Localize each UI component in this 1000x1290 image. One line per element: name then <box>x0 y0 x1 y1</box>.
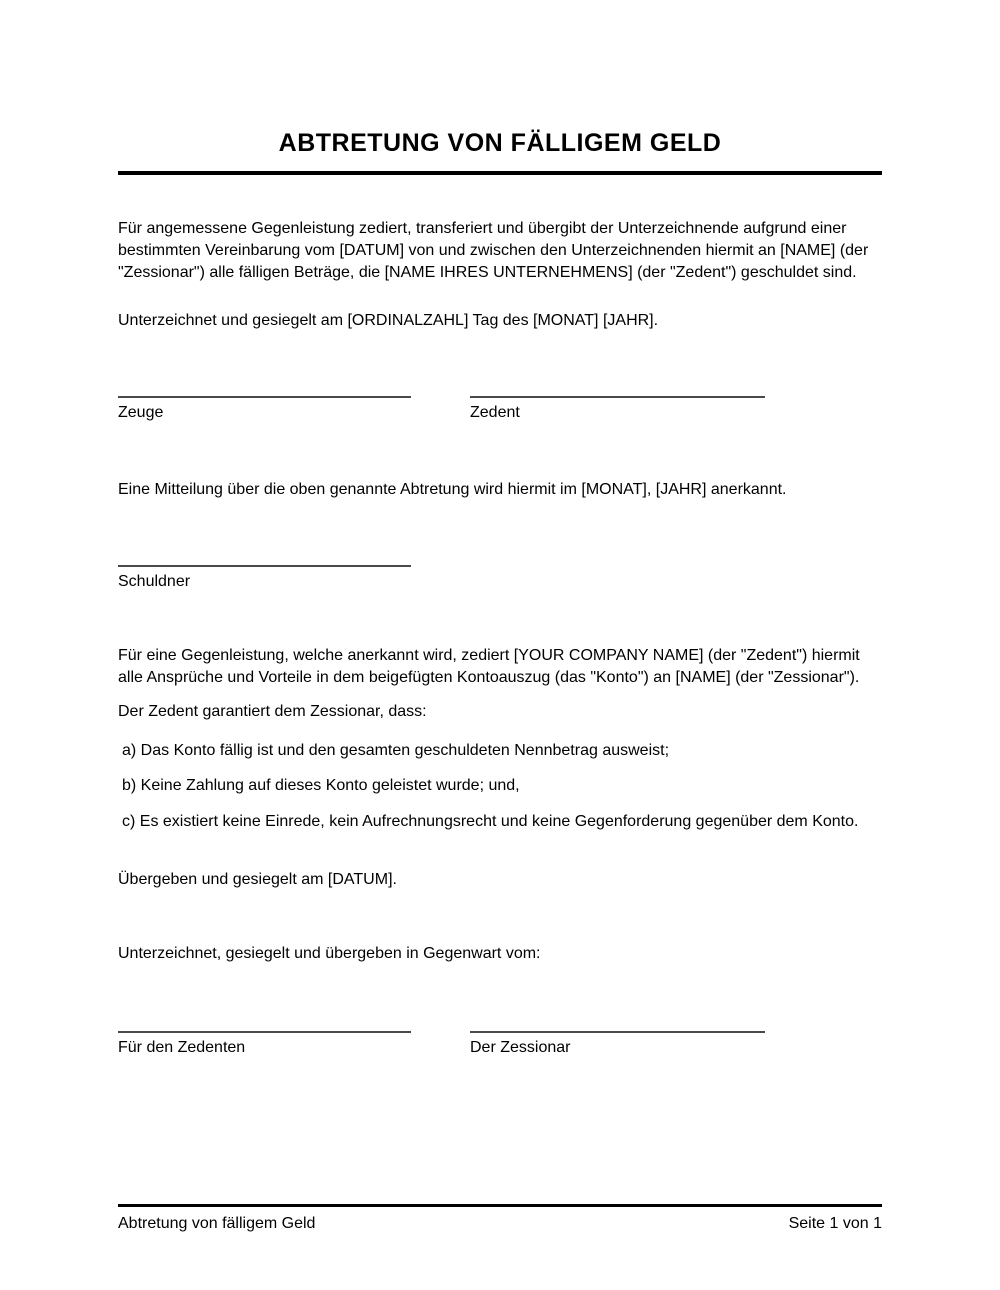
document-title: ABTRETUNG VON FÄLLIGEM GELD <box>278 129 722 157</box>
footer-page-number: Seite 1 von 1 <box>788 1215 882 1232</box>
signature-block-debtor <box>118 565 411 593</box>
signature-line-witness <box>118 396 411 398</box>
warranty-item-c: c) Es existiert keine Einrede, kein Aufrechnungsrecht und keine Gegenforderung gegenüber dem Konto. <box>122 813 859 830</box>
signature-label-witness: Zeuge <box>118 404 164 421</box>
witness-line: Unterzeichnet, gesiegelt und übergeben in Gegenwart vom: <box>118 945 541 962</box>
notice-paragraph: Eine Mitteilung über die oben genannte Abtretung wird hiermit im [MONAT], [JAHR] anerkannt. <box>118 481 787 498</box>
warranty-item-b: b) Keine Zahlung auf dieses Konto geleistet wurde; und, <box>122 777 520 794</box>
signature-label-debtor: Schuldner <box>118 573 191 590</box>
signature-label-assignor: Zedent <box>470 404 520 421</box>
intro-paragraph: Für angemessene Gegenleistung zediert, transferiert und übergibt der Unterzeichnende aufgrund einer bestimmten Vereinbarung vom [DATUM] von und zwischen den Unterzeichnenden hiermit an [NAME] (der "Zessionar") alle fälligen Beträge, die [NAME IHRES UNTERNEHMENS] (der "Zedent") geschuldet sind. <box>118 220 869 281</box>
delivered-line: Übergeben und gesiegelt am [DATUM]. <box>118 871 397 888</box>
warranty-list <box>118 740 882 833</box>
signed-sealed-line: Unterzeichnet und gesiegelt am [ORDINALZAHL] Tag des [MONAT] [JAHR]. <box>118 312 659 329</box>
signature-block-witness <box>118 396 411 424</box>
signature-row-top <box>118 396 882 424</box>
signature-label-for-assignor: Für den Zedenten <box>118 1039 246 1056</box>
signature-row-bottom <box>118 1031 882 1059</box>
signature-line-debtor <box>118 565 411 567</box>
signature-line-assignee <box>470 1031 765 1033</box>
warranty-item-a: a) Das Konto fällig ist und den gesamten geschuldeten Nennbetrag ausweist; <box>122 742 670 759</box>
signature-label-assignee: Der Zessionar <box>470 1039 571 1056</box>
signature-block-for-assignor <box>118 1031 411 1059</box>
signature-block-assignee <box>470 1031 765 1059</box>
consideration-paragraph: Für eine Gegenleistung, welche anerkannt wird, zediert [YOUR COMPANY NAME] (der "Zedent") hiermit alle Ansprüche und Vorteile in dem beigefügten Kontoauszug (das "Konto") an [NAME] (der "Zessionar"). <box>118 647 860 686</box>
signature-block-assignor <box>470 396 765 424</box>
signature-line-assignor <box>470 396 765 398</box>
footer-document-name: Abtretung von fälligem Geld <box>118 1215 316 1232</box>
warranty-intro: Der Zedent garantiert dem Zessionar, dass: <box>118 703 427 720</box>
title-divider <box>118 171 882 175</box>
page-footer <box>118 1204 882 1234</box>
signature-line-for-assignor <box>118 1031 411 1033</box>
